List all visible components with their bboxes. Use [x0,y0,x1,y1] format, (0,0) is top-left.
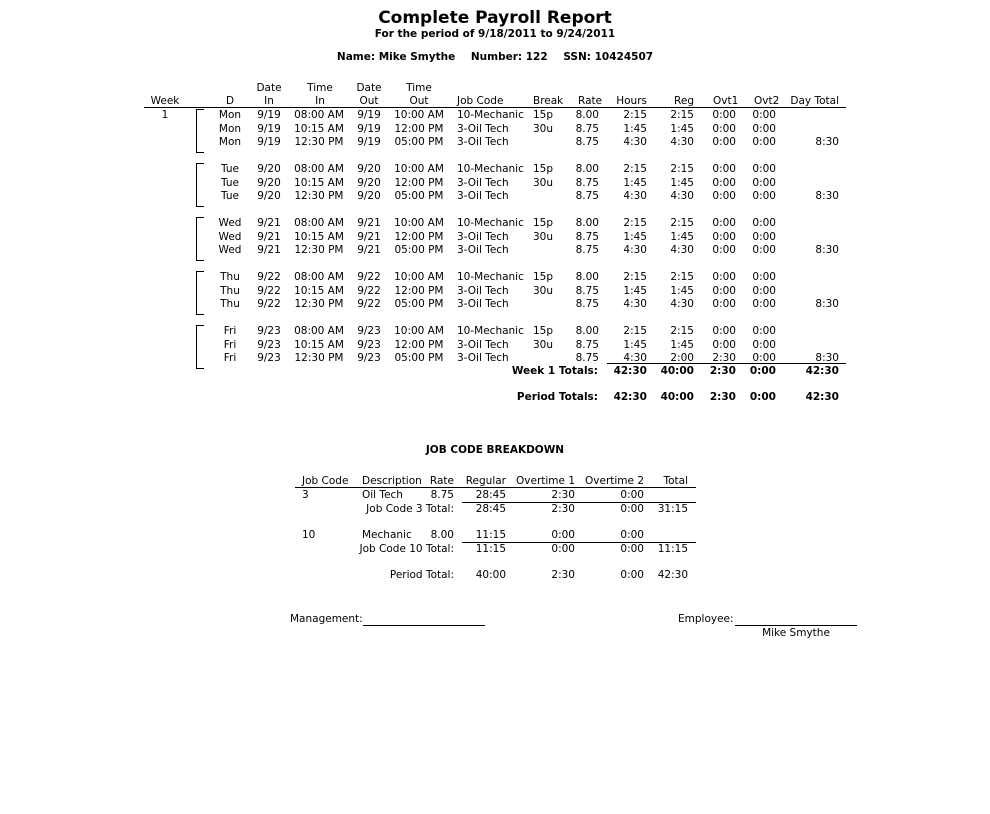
jb-subtotal-total: 11:15 [657,543,688,555]
week-totals-ovt1: 2:30 [709,365,736,377]
cell-reg: 1:45 [670,122,694,135]
cell-hours: 4:30 [623,244,647,256]
cell-day: Tue [221,163,239,175]
totals-rule [607,363,846,364]
cell-date-out: 9/19 [357,136,381,148]
cell-ovt1: 0:00 [712,271,736,283]
cell-date-out: 9/22 [357,298,381,310]
cell-total: 8:30 [815,244,839,256]
cell-job: 3-Oil Tech [457,122,509,135]
cell-break: 15p [533,271,554,283]
week-totals-hours: 42:30 [613,365,647,377]
cell-ovt1: 0:00 [712,109,736,121]
cell-total: 8:30 [815,298,839,310]
jb-header-job-code: Job Code [302,475,349,487]
cell-job: 3-Oil Tech [457,298,509,310]
cell-rate: 8.00 [575,271,599,283]
cell-day: Fri [223,352,237,364]
cell-date-out: 9/21 [357,217,381,229]
cell-ovt1: 0:00 [712,284,736,297]
cell-hours: 1:45 [623,284,647,297]
cell-date-in: 9/21 [257,244,281,256]
cell-time-in: 10:15 AM [294,284,344,297]
day-group-bracket [196,325,204,369]
cell-job: 3-Oil Tech [457,284,509,297]
cell-rate: 8.00 [575,217,599,229]
employee-label: Employee: [678,613,734,625]
cell-ovt2: 0:00 [752,352,776,364]
cell-job: 10-Mechanic [457,217,524,229]
cell-time-in: 12:30 PM [294,298,344,310]
cell-reg: 1:45 [670,338,694,351]
day-group-bracket [196,217,204,261]
jb-subtotal-overtime2: 0:00 [620,503,644,515]
jb-subtotal-total: 31:15 [657,503,688,515]
cell-rate: 8.00 [575,163,599,175]
cell-time-in: 08:00 AM [294,271,344,283]
cell-day: Thu [220,271,240,283]
cell-date-in: 9/19 [257,122,281,135]
header-rate: Rate [578,95,603,107]
cell-time-in: 12:30 PM [294,190,344,202]
cell-job: 3-Oil Tech [457,230,509,243]
cell-time-in: 08:00 AM [294,109,344,121]
jb-subtotal-overtime1: 0:00 [551,543,575,555]
cell-reg: 2:15 [670,163,694,175]
cell-date-in: 9/22 [257,271,281,283]
cell-time-in: 10:15 AM [294,338,344,351]
cell-break: 15p [533,217,554,229]
cell-day: Fri [223,338,237,351]
cell-rate: 8.75 [575,352,599,364]
week-totals-reg: 40:00 [660,365,694,377]
cell-time-out: 12:00 PM [394,176,444,189]
jb-subtotal-overtime2: 0:00 [620,543,644,555]
cell-time-out: 10:00 AM [394,325,444,337]
cell-rate: 8.75 [575,244,599,256]
cell-rate: 8.75 [575,190,599,202]
cell-day: Thu [220,284,240,297]
cell-job: 3-Oil Tech [457,338,509,351]
cell-date-out: 9/22 [357,271,381,283]
cell-reg: 2:15 [670,109,694,121]
jb-overtime1: 0:00 [551,529,575,541]
cell-date-in: 9/21 [257,217,281,229]
cell-hours: 2:15 [623,271,647,283]
cell-hours: 4:30 [623,136,647,148]
cell-reg: 4:30 [670,244,694,256]
cell-date-in: 9/23 [257,325,281,337]
day-group-bracket [196,163,204,207]
cell-ovt2: 0:00 [752,163,776,175]
cell-ovt2: 0:00 [752,271,776,283]
management-label: Management: [290,613,363,625]
cell-ovt1: 0:00 [712,325,736,337]
cell-date-out: 9/20 [357,176,381,189]
management-signature-line [363,625,485,626]
cell-day: Mon [218,109,242,121]
cell-hours: 4:30 [623,190,647,202]
cell-day: Fri [223,325,237,337]
header-time-out-2: Out [409,95,429,107]
header-time-in-1: Time [307,82,333,94]
cell-reg: 2:15 [670,325,694,337]
cell-ovt1: 0:00 [712,217,736,229]
cell-time-in: 10:15 AM [294,122,344,135]
cell-time-out: 05:00 PM [394,136,444,148]
cell-rate: 8.75 [575,230,599,243]
cell-hours: 2:15 [623,163,647,175]
cell-ovt2: 0:00 [752,298,776,310]
cell-date-in: 9/20 [257,190,281,202]
cell-ovt2: 0:00 [752,230,776,243]
period-totals-reg: 40:00 [660,391,694,403]
cell-date-out: 9/23 [357,352,381,364]
report-period: For the period of 9/18/2011 to 9/24/2011 [374,28,616,40]
cell-ovt1: 0:00 [712,298,736,310]
cell-date-out: 9/23 [357,338,381,351]
cell-reg: 1:45 [670,230,694,243]
cell-break: 15p [533,163,554,175]
week-totals-total: 42:30 [805,365,839,377]
cell-ovt1: 2:30 [712,352,736,364]
jb-subtotal-label: Job Code 3 Total: [366,503,454,515]
cell-day: Thu [220,298,240,310]
employee-name: Name: Mike Smythe [336,51,456,63]
cell-day: Wed [218,244,242,256]
cell-reg: 2:00 [670,352,694,364]
cell-date-in: 9/23 [257,352,281,364]
cell-time-in: 10:15 AM [294,230,344,243]
jb-overtime2: 0:00 [620,529,644,541]
jb-header-total: Total [663,475,688,487]
cell-job: 10-Mechanic [457,109,524,121]
cell-time-out: 05:00 PM [394,244,444,256]
cell-ovt2: 0:00 [752,284,776,297]
jb-period-total-ot1: 2:30 [551,569,575,581]
cell-job: 10-Mechanic [457,271,524,283]
cell-ovt2: 0:00 [752,122,776,135]
jb-header-description: Description [362,475,422,487]
cell-break: 30u [533,284,554,297]
period-totals-hours: 42:30 [613,391,647,403]
cell-date-in: 9/19 [257,136,281,148]
cell-reg: 1:45 [670,284,694,297]
jb-header-regular: Regular [465,475,506,487]
cell-time-in: 12:30 PM [294,352,344,364]
cell-time-in: 12:30 PM [294,136,344,148]
header-job-code: Job Code [457,95,504,107]
cell-reg: 1:45 [670,176,694,189]
jb-description: Oil Tech [362,489,403,501]
cell-day: Mon [218,136,242,148]
cell-time-in: 12:30 PM [294,244,344,256]
cell-date-in: 9/21 [257,230,281,243]
header-week: Week [150,95,180,107]
cell-date-in: 9/22 [257,284,281,297]
header-time-out-1: Time [406,82,432,94]
cell-date-out: 9/19 [357,109,381,121]
cell-reg: 4:30 [670,136,694,148]
jb-rate: 8.00 [430,529,454,541]
cell-ovt1: 0:00 [712,190,736,202]
header-hours: Hours [616,95,647,107]
cell-total: 8:30 [815,352,839,364]
week-totals-ovt2: 0:00 [749,365,776,377]
cell-job: 3-Oil Tech [457,136,509,148]
cell-day: Tue [221,176,239,189]
cell-date-in: 9/20 [257,176,281,189]
cell-ovt2: 0:00 [752,190,776,202]
cell-time-out: 05:00 PM [394,352,444,364]
cell-job: 3-Oil Tech [457,176,509,189]
cell-break: 15p [533,325,554,337]
period-totals-label: Period Totals: [516,391,598,403]
cell-time-in: 08:00 AM [294,325,344,337]
jb-job-code: 3 [302,489,309,501]
day-group-bracket [196,271,204,315]
header-date-out-2: Out [359,95,379,107]
cell-day: Tue [221,190,239,202]
header-day-total: Day Total [790,95,839,107]
cell-break: 30u [533,338,554,351]
cell-hours: 2:15 [623,325,647,337]
cell-date-out: 9/23 [357,325,381,337]
cell-time-out: 05:00 PM [394,298,444,310]
cell-reg: 2:15 [670,217,694,229]
cell-total: 8:30 [815,190,839,202]
cell-time-in: 10:15 AM [294,176,344,189]
employee-signature-name: Mike Smythe [762,627,830,639]
cell-hours: 1:45 [623,230,647,243]
report-title: Complete Payroll Report [378,8,612,28]
cell-job: 10-Mechanic [457,325,524,337]
cell-rate: 8.75 [575,176,599,189]
employee-signature-line [735,625,857,626]
jb-period-total-ot2: 0:00 [620,569,644,581]
cell-date-out: 9/21 [357,244,381,256]
day-group-bracket [196,109,204,153]
header-time-in-2: In [315,95,325,107]
jb-header-overtime2: Overtime 2 [585,475,644,487]
jb-header-rate: Rate [429,475,454,487]
period-totals-ovt2: 0:00 [749,391,776,403]
employee-number: Number: 122 [470,51,548,63]
cell-break: 15p [533,109,554,121]
cell-rate: 8.75 [575,338,599,351]
header-ovt2: Ovt2 [754,95,780,107]
cell-hours: 1:45 [623,338,647,351]
cell-time-out: 12:00 PM [394,284,444,297]
cell-ovt2: 0:00 [752,217,776,229]
cell-time-out: 10:00 AM [394,109,444,121]
cell-rate: 8.75 [575,136,599,148]
cell-job: 10-Mechanic [457,163,524,175]
jb-period-total-total: 42:30 [657,569,688,581]
cell-date-in: 9/22 [257,298,281,310]
cell-ovt1: 0:00 [712,163,736,175]
jb-period-total-regular: 40:00 [475,569,506,581]
cell-ovt1: 0:00 [712,338,736,351]
job-breakdown-title: JOB CODE BREAKDOWN [425,444,565,456]
cell-date-in: 9/19 [257,109,281,121]
cell-ovt2: 0:00 [752,109,776,121]
cell-job: 3-Oil Tech [457,352,509,364]
header-break: Break [533,95,564,107]
cell-ovt2: 0:00 [752,338,776,351]
cell-day: Wed [218,217,242,229]
cell-hours: 1:45 [623,122,647,135]
cell-ovt1: 0:00 [712,244,736,256]
cell-rate: 8.75 [575,284,599,297]
header-date-in-1: Date [256,82,282,94]
jb-overtime1: 2:30 [551,489,575,501]
week-totals-label: Week 1 Totals: [511,365,598,377]
jb-rate: 8.75 [430,489,454,501]
jb-header-rule [295,487,696,488]
cell-rate: 8.00 [575,109,599,121]
cell-time-out: 10:00 AM [394,217,444,229]
cell-job: 3-Oil Tech [457,190,509,202]
cell-date-out: 9/20 [357,163,381,175]
employee-ssn: SSN: 10424507 [563,51,654,63]
cell-ovt1: 0:00 [712,136,736,148]
cell-date-in: 9/20 [257,163,281,175]
cell-time-out: 05:00 PM [394,190,444,202]
cell-ovt2: 0:00 [752,136,776,148]
cell-hours: 4:30 [623,352,647,364]
cell-break: 30u [533,176,554,189]
header-date-out-1: Date [356,82,382,94]
cell-ovt1: 0:00 [712,122,736,135]
cell-date-in: 9/23 [257,338,281,351]
cell-reg: 2:15 [670,271,694,283]
cell-rate: 8.75 [575,122,599,135]
jb-header-overtime1: Overtime 1 [516,475,575,487]
cell-day: Wed [218,230,242,243]
cell-time-out: 12:00 PM [394,338,444,351]
cell-date-out: 9/20 [357,190,381,202]
cell-time-out: 12:00 PM [394,230,444,243]
cell-date-out: 9/19 [357,122,381,135]
cell-hours: 1:45 [623,176,647,189]
cell-rate: 8.75 [575,298,599,310]
jb-subtotal-regular: 11:15 [475,543,506,555]
jb-overtime2: 0:00 [620,489,644,501]
cell-time-out: 12:00 PM [394,122,444,135]
jb-subtotal-overtime1: 2:30 [551,503,575,515]
cell-reg: 4:30 [670,298,694,310]
jb-subtotal-regular: 28:45 [475,503,506,515]
jb-job-code: 10 [302,529,316,541]
cell-ovt2: 0:00 [752,244,776,256]
period-totals-total: 42:30 [805,391,839,403]
cell-time-out: 10:00 AM [394,163,444,175]
jb-period-total-label: Period Total: [389,569,454,581]
cell-ovt1: 0:00 [712,230,736,243]
header-day: D [225,95,235,107]
header-rule [144,107,846,108]
header-date-in-2: In [264,95,274,107]
cell-rate: 8.00 [575,325,599,337]
cell-ovt1: 0:00 [712,176,736,189]
cell-job: 3-Oil Tech [457,244,509,256]
employee-info [0,51,990,63]
cell-time-in: 08:00 AM [294,217,344,229]
header-ovt1: Ovt1 [713,95,739,107]
cell-ovt2: 0:00 [752,176,776,189]
cell-date-out: 9/22 [357,284,381,297]
cell-hours: 2:15 [623,109,647,121]
cell-day: Mon [218,122,242,135]
week-number: 1 [161,109,169,121]
cell-time-in: 08:00 AM [294,163,344,175]
jb-description: Mechanic [362,529,412,541]
jb-regular: 28:45 [475,489,506,501]
cell-hours: 4:30 [623,298,647,310]
cell-break: 30u [533,122,554,135]
jb-regular: 11:15 [475,529,506,541]
cell-time-out: 10:00 AM [394,271,444,283]
cell-hours: 2:15 [623,217,647,229]
cell-total: 8:30 [815,136,839,148]
jb-subtotal-label: Job Code 10 Total: [359,543,454,555]
period-totals-ovt1: 2:30 [709,391,736,403]
cell-date-out: 9/21 [357,230,381,243]
cell-reg: 4:30 [670,190,694,202]
cell-ovt2: 0:00 [752,325,776,337]
header-reg: Reg [674,95,694,107]
cell-break: 30u [533,230,554,243]
